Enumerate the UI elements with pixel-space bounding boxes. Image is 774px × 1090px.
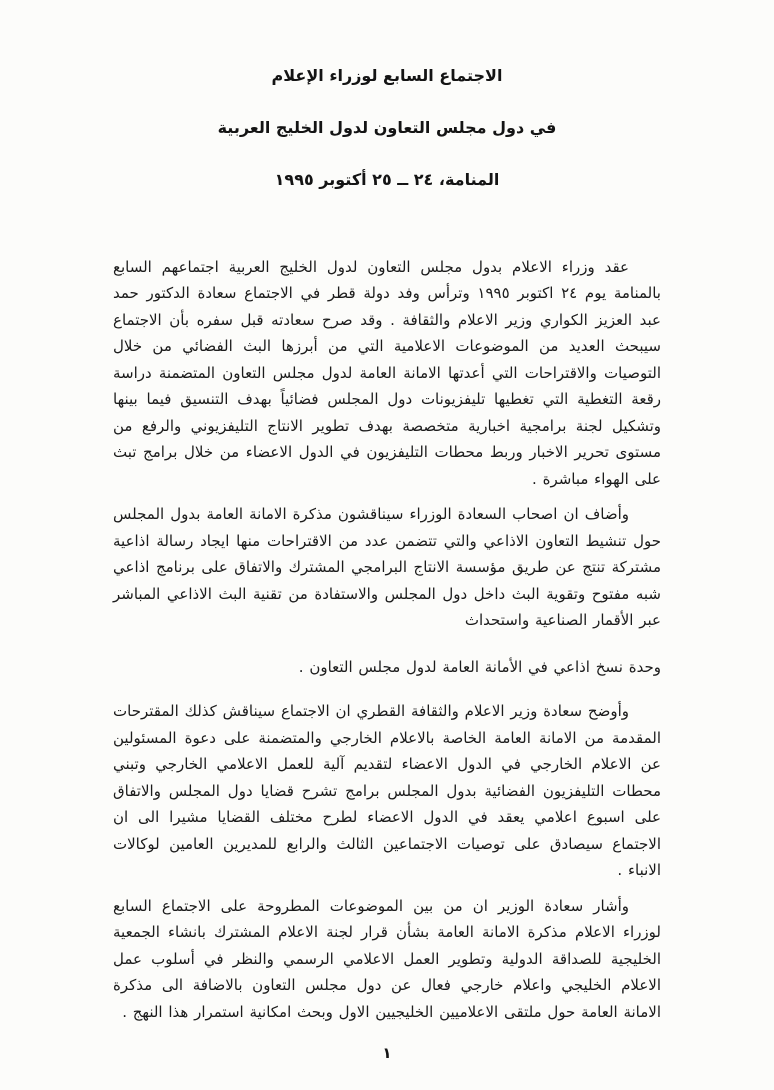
paragraph-3: وأوضح سعادة وزير الاعلام والثقافة القطري ان الاجتماع سيناقش كذلك المقترحات المقدمة من الامانة العامة الخاصة بالاعلام الخارجي والمتضمنة على دعوة المسئولين عن الاعلام الخارجي في الدول الاعضاء لتقديم آلية للعمل الاعلامي الخارجي وتبني محطات التليفزيون الفضائية بدول المجلس برامج تشرح قضايا دول المجلس والاتفاق على اسبوع اعلامي يعقد في الدول الاعضاء لطرح مختلف القضايا مشيرا الى ان الاجتماع سيصادق على توصيات الاجتماعين الثالث والرابع للمديرين العامين لوكالات الانباء .: [113, 702, 661, 880]
title-line-meeting: الاجتماع السابع لوزراء الإعلام: [271, 66, 503, 85]
paragraph-2: وأضاف ان اصحاب السعادة الوزراء سيناقشون مذكرة الامانة العامة بدول المجلس حول تنشيط التعاون الاذاعي والتي تتضمن عدد من الاقتراحات منها ايجاد رسالة اذاعية مشتركة تنتج عن طريق مؤسسة الانتاج البرامجي المشترك والاتفاق على برنامج اذاعي شبه مفتوح وتقوية البث داخل دول المجلس والاستفادة من تقنية البث الاذاعي المباشر عبر الأقمار الصناعية واستحداث: [113, 505, 661, 630]
paragraph-1: عقد وزراء الاعلام بدول مجلس التعاون لدول الخليج العربية اجتماعهم السابع بالمنامة يوم ٢٤ اكتوبر ١٩٩٥ وترأس وفد دولة قطر في الاجتماع سعادة الدكتور حمد عبد العزيز الكواري وزير الاعلام والثقافة . وقد صرح سعادته قبل سفره بأن الاجتماع سيبحث العديد من الموضوعات الاعلامية التي من أبرزها البث الفضائي من خلال التوصيات والاقتراحات التي أعدتها الامانة العامة لدول مجلس التعاون المتضمنة دراسة رقعة التغطية التي تغطيها تليفزيونات دول المجلس فضائياً بهدف التنسيق فيما بينها وتشكيل لجنة برامجية اخبارية متخصصة بهدف تطوير الانتاج التليفزيوني والرفع من مستوى تحرير الاخبار وربط محطات التليفزيون في الدول الاعضاء من خلال برامج تبث على الهواء مباشرة .: [113, 257, 661, 488]
paragraph-2-continuation: وحدة نسخ اذاعي في الأمانة العامة لدول مجلس التعاون .: [298, 657, 661, 676]
document-title-block: [0, 0, 774, 190]
paragraph-4: وأشار سعادة الوزير ان من بين الموضوعات المطروحة على الاجتماع السابع لوزراء الاعلام مذكرة الامانة العامة بشأن قرار لجنة الاعلام المشترك بانشاء الجمعية الخليجية للصداقة الدولية وتطوير العمل الاعلامي الرسمي والنظر في أسلوب عمل الاعلام الخليجي واعلام خارجي فعال عن دول مجلس التعاون بالاضافة الى مذكرة الامانة العامة حول ملتقى الاعلاميين الخليجيين الاول وبحث امكانية استمرار هذا النهج .: [113, 896, 661, 1021]
document-body: [113, 254, 661, 1026]
page-number: ١: [382, 1044, 392, 1062]
title-line-organization: في دول مجلس التعاون لدول الخليج العربية: [217, 118, 557, 138]
title-line-date-location: المنامة، ٢٤ ــ ٢٥ أكتوبر ١٩٩٥: [274, 170, 500, 190]
